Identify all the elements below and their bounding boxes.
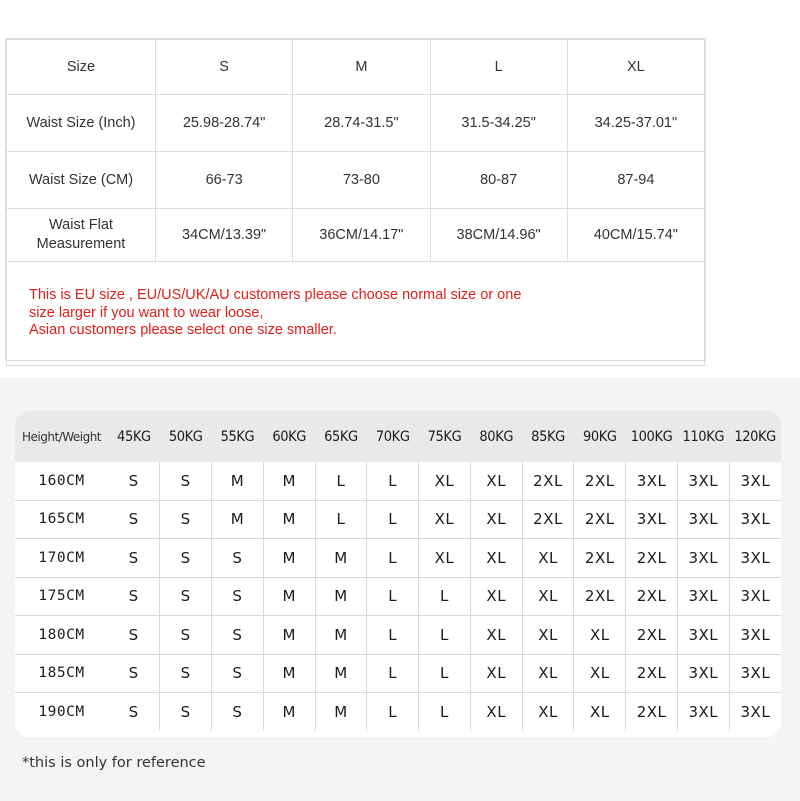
size-cell: XL (470, 693, 522, 731)
size-cell: 3XL (729, 654, 781, 693)
size-cell: XL (522, 693, 574, 731)
waist-cm-s: 66-73 (156, 152, 293, 209)
height-weight-card (15, 411, 781, 737)
waist-flat-label (7, 209, 156, 262)
size-cell: M (315, 693, 367, 731)
size-note-line-2: size larger if you want to wear loose, (29, 304, 264, 321)
size-cell: XL (522, 539, 574, 578)
size-cell: M (315, 616, 367, 655)
waist-flat-label-line-2: Measurement (36, 236, 126, 252)
waist-cm-l: 80-87 (430, 152, 567, 209)
size-cell: XL (470, 500, 522, 539)
size-cell: L (367, 654, 419, 693)
height-label: 180CM (15, 616, 108, 655)
size-cell: L (315, 500, 367, 539)
size-cell: S (108, 693, 160, 731)
weight-header-cell: 60KG (263, 411, 315, 462)
size-cell: XL (574, 693, 626, 731)
size-cell: M (263, 462, 315, 500)
height-weight-body (15, 462, 781, 731)
size-chart-header-row (7, 40, 705, 95)
waist-flat-label-line-1: Waist Flat (49, 217, 113, 233)
size-cell: 3XL (729, 539, 781, 578)
size-cell: 3XL (626, 500, 678, 539)
size-chart-table (6, 39, 705, 366)
size-cell: M (315, 654, 367, 693)
size-cell: S (160, 577, 212, 616)
weight-header-cell: 45KG (108, 411, 160, 462)
size-cell: XL (574, 654, 626, 693)
size-cell: XL (470, 577, 522, 616)
size-cell: S (108, 577, 160, 616)
weight-header-row (15, 411, 781, 462)
size-cell: 2XL (574, 462, 626, 500)
size-cell: S (160, 616, 212, 655)
size-cell: XL (522, 577, 574, 616)
size-cell: L (367, 539, 419, 578)
waist-cm-m: 73-80 (293, 152, 430, 209)
size-cell: S (108, 462, 160, 500)
waist-inch-xl: 34.25-37.01" (567, 95, 704, 152)
height-row (15, 577, 781, 616)
size-cell: M (315, 539, 367, 578)
size-cell: S (160, 539, 212, 578)
height-row (15, 616, 781, 655)
weight-header-cell: 80KG (470, 411, 522, 462)
waist-inch-l: 31.5-34.25" (430, 95, 567, 152)
size-cell: 2XL (626, 693, 678, 731)
size-cell: M (263, 500, 315, 539)
height-row (15, 462, 781, 500)
size-cell: 2XL (522, 462, 574, 500)
size-cell: 3XL (677, 462, 729, 500)
size-cell: XL (470, 539, 522, 578)
size-cell: 2XL (574, 577, 626, 616)
size-cell: 3XL (677, 577, 729, 616)
size-cell: XL (470, 616, 522, 655)
size-cell: XL (470, 654, 522, 693)
size-cell: M (263, 693, 315, 731)
waist-flat-m: 36CM/14.17" (293, 209, 430, 262)
size-cell: 2XL (626, 539, 678, 578)
size-cell: M (263, 539, 315, 578)
waist-flat-s: 34CM/13.39" (156, 209, 293, 262)
size-note-line-1: This is EU size , EU/US/UK/AU customers please choose normal size or one (29, 287, 522, 304)
waist-inch-row (7, 95, 705, 152)
size-cell: S (108, 539, 160, 578)
size-cell: S (212, 693, 264, 731)
size-cell: XL (522, 616, 574, 655)
size-cell: 2XL (626, 616, 678, 655)
size-cell: L (367, 693, 419, 731)
height-row (15, 654, 781, 693)
size-cell: S (160, 462, 212, 500)
size-header-m: M (293, 40, 430, 95)
height-label: 190CM (38, 703, 85, 720)
height-label: 170CM (15, 539, 108, 578)
height-row (15, 693, 781, 731)
size-cell: XL (522, 654, 574, 693)
size-note-line-3: Asian customers please select one size smaller. (29, 322, 337, 339)
size-cell: 2XL (574, 500, 626, 539)
reference-note: *this is only for reference (22, 755, 206, 771)
height-row (15, 500, 781, 539)
size-cell: XL (470, 462, 522, 500)
size-cell: 2XL (626, 577, 678, 616)
size-cell: 3XL (626, 462, 678, 500)
weight-header-cell: 50KG (160, 411, 212, 462)
waist-flat-row (7, 209, 705, 262)
height-label: 165CM (15, 500, 108, 539)
height-label: 160CM (15, 462, 108, 500)
size-cell: 2XL (626, 654, 678, 693)
size-cell: 3XL (729, 500, 781, 539)
size-cell: 3XL (729, 577, 781, 616)
weight-header-cell: 55KG (212, 411, 264, 462)
size-cell: L (367, 577, 419, 616)
size-cell: L (419, 654, 471, 693)
size-cell: XL (419, 539, 471, 578)
size-cell: L (419, 577, 471, 616)
size-cell: 3XL (677, 500, 729, 539)
size-cell: M (212, 462, 264, 500)
waist-inch-m: 28.74-31.5" (293, 95, 430, 152)
size-cell: 2XL (574, 539, 626, 578)
size-cell: S (212, 539, 264, 578)
waist-cm-xl: 87-94 (567, 152, 704, 209)
size-cell: 3XL (677, 616, 729, 655)
size-cell: 3XL (677, 539, 729, 578)
size-cell: L (315, 462, 367, 500)
height-weight-table (15, 411, 781, 731)
size-cell: M (212, 500, 264, 539)
weight-header-cell: 85KG (522, 411, 574, 462)
size-cell: XL (419, 500, 471, 539)
size-cell: S (160, 500, 212, 539)
weight-header-cell: 120KG (729, 411, 781, 462)
size-cell: 3XL (677, 654, 729, 693)
height-label: 175CM (15, 577, 108, 616)
size-cell: 3XL (740, 702, 771, 721)
size-cell: S (160, 654, 212, 693)
size-cell: XL (574, 616, 626, 655)
size-cell: S (108, 616, 160, 655)
waist-flat-xl: 40CM/15.74" (567, 209, 704, 262)
weight-header-cell: 100KG (626, 411, 678, 462)
size-note (29, 287, 682, 340)
weight-header-cell: 110KG (677, 411, 729, 462)
size-cell: M (263, 654, 315, 693)
size-cell: S (108, 654, 160, 693)
height-row (15, 539, 781, 578)
waist-inch-s: 25.98-28.74" (156, 95, 293, 152)
waist-cm-label: Waist Size (CM) (7, 152, 156, 209)
waist-inch-label: Waist Size (Inch) (7, 95, 156, 152)
size-cell: 3XL (729, 462, 781, 500)
size-cell: S (108, 500, 160, 539)
size-cell: L (419, 616, 471, 655)
size-cell: XL (419, 462, 471, 500)
size-cell: S (160, 693, 212, 731)
size-note-row (7, 262, 705, 366)
size-cell: 3XL (729, 616, 781, 655)
size-cell: S (212, 654, 264, 693)
height-weight-corner: Height/Weight (15, 411, 108, 462)
weight-header-cell: 75KG (419, 411, 471, 462)
height-label: 185CM (15, 654, 108, 693)
size-chart (5, 38, 706, 361)
size-cell: 2XL (522, 500, 574, 539)
size-cell: S (212, 577, 264, 616)
size-header-l: L (430, 40, 567, 95)
size-cell: M (315, 577, 367, 616)
size-note-cell (7, 262, 705, 366)
size-header-s: S (156, 40, 293, 95)
size-cell: L (367, 616, 419, 655)
size-cell: M (263, 577, 315, 616)
size-cell: 3XL (677, 693, 729, 731)
weight-header-cell: 90KG (574, 411, 626, 462)
weight-header-cell: 70KG (367, 411, 419, 462)
size-cell: L (367, 462, 419, 500)
size-cell: M (263, 616, 315, 655)
waist-cm-row (7, 152, 705, 209)
size-header-label: Size (7, 40, 156, 95)
size-cell: L (419, 693, 471, 731)
size-header-xl: XL (567, 40, 704, 95)
weight-header-cell: 65KG (315, 411, 367, 462)
size-cell: L (367, 500, 419, 539)
size-cell: S (212, 616, 264, 655)
waist-flat-l: 38CM/14.96" (430, 209, 567, 262)
